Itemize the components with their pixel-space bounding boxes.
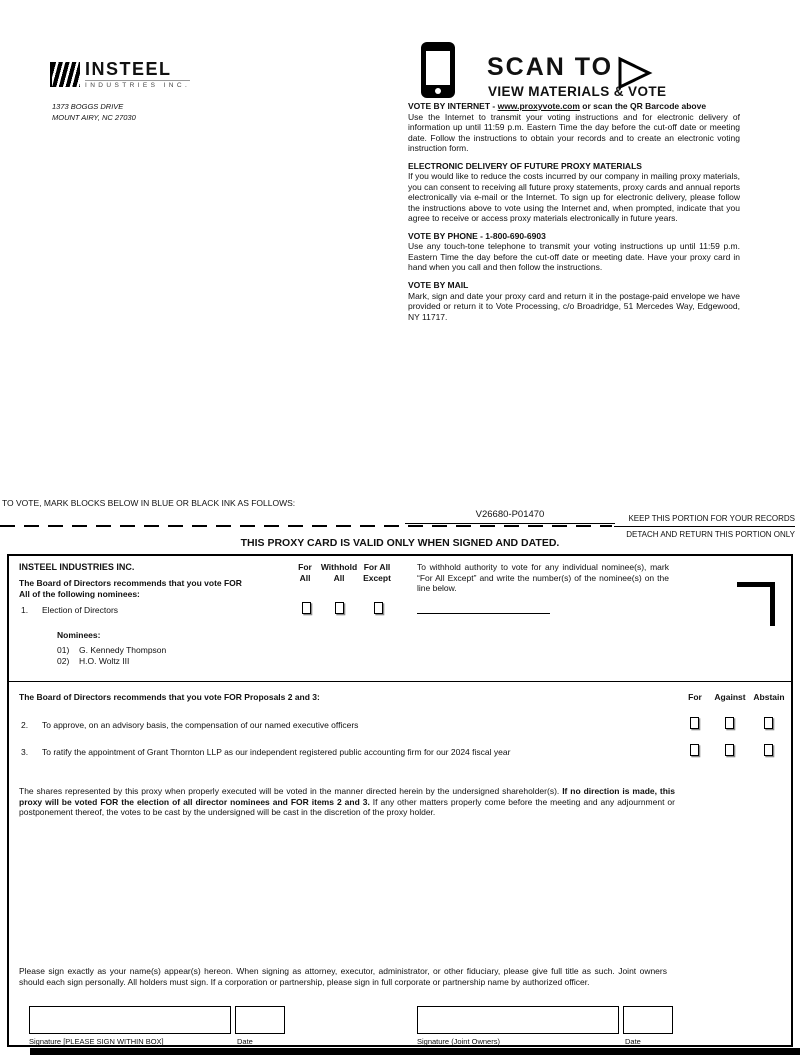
control-number-underline <box>405 523 615 524</box>
perforation-line <box>0 525 612 527</box>
vote-internet-heading <box>408 101 740 112</box>
bottom-scan-bar <box>30 1048 800 1055</box>
insteel-logo-tagline: INDUSTRIES INC. <box>85 82 191 89</box>
checkbox-p2-against[interactable] <box>725 717 734 729</box>
vote-internet-heading-post: or scan the QR Barcode above <box>579 101 707 111</box>
item1-text: Election of Directors <box>42 605 119 615</box>
item3-text: To ratify the appointment of Grant Thornton LLP as our independent registered public accounting firm for our 2024 fiscal year <box>42 747 511 757</box>
column-header-abstain: Abstain <box>753 692 785 702</box>
insteel-logo-text <box>85 60 190 89</box>
nominee-row-2 <box>57 656 129 667</box>
recommendation-nominees <box>19 578 289 599</box>
control-number: V26680-P01470 <box>475 509 545 520</box>
voting-instructions <box>408 101 740 322</box>
column-header-for-all-except-line1: For All <box>363 562 391 572</box>
vote-mail-body: Mark, sign and date your proxy card and return it in the postage-paid envelope we have provided or return it to Vote Processing, c/o Broadridge, 51 Mercedes Way, Edgewood, NY 11717. <box>408 290 740 322</box>
withhold-instruction: To withhold authority to vote for any individual nominee(s), mark “For All Except” and write the number(s) of the nominee(s) on the line below. <box>417 562 669 594</box>
shares-note-part3: If any other matters properly come before the meeting and any adjournment or postponement thereof, the votes to be cast by the undersigned will be cast in the discretion of the proxy holder. <box>19 796 675 818</box>
checkbox-p3-for[interactable] <box>690 744 699 756</box>
column-header-against: Against <box>714 692 746 702</box>
smartphone-screen <box>426 51 450 85</box>
column-header-withhold-all-line1: Withhold <box>320 562 358 572</box>
card-company-name: INSTEEL INDUSTRIES INC. <box>19 562 135 572</box>
vote-phone-body: Use any touch-tone telephone to transmit your voting instructions up until 11:59 p.m. Eastern Time the day before the cut-off date or meeting date. Have your proxy card in hand when you call and then follow the instructions. <box>408 241 740 273</box>
signature-box-joint[interactable] <box>417 1006 619 1034</box>
date-box-primary[interactable] <box>235 1006 285 1034</box>
arrow-right-icon <box>617 56 653 90</box>
item1-number: 1. <box>21 605 29 615</box>
keep-portion-note: KEEP THIS PORTION FOR YOUR RECORDS <box>628 514 795 523</box>
column-header-for: For <box>688 692 702 702</box>
signature-label-primary: Signature [PLEASE SIGN WITHIN BOX] <box>29 1037 164 1046</box>
smartphone-home-button <box>435 88 441 94</box>
recommendation-nominees-line2: All of the following nominees: <box>19 588 140 599</box>
for-all-except-write-line[interactable] <box>417 600 550 614</box>
item2-number: 2. <box>21 720 29 730</box>
nominee-2-number: 02) <box>57 656 70 666</box>
recommendation-nominees-line1: The Board of Directors recommends that you vote FOR <box>19 578 242 588</box>
keep-portion-underline <box>614 526 795 527</box>
signature-box-primary[interactable] <box>29 1006 231 1034</box>
nominee-1-number: 01) <box>57 645 70 655</box>
shares-note-part2: If no direction is made, this proxy will be voted FOR the election of all director nominees and FOR items 2 and 3. <box>19 786 675 807</box>
company-address-line2: MOUNT AIRY, NC 27030 <box>52 113 136 123</box>
column-header-for-all-except-line2: Except <box>363 572 391 583</box>
column-header-for-all-line2: All <box>299 572 311 583</box>
insteel-logo-mark <box>50 62 80 87</box>
scan-subtitle: VIEW MATERIALS & VOTE <box>488 84 667 99</box>
date-label-joint: Date <box>625 1037 641 1046</box>
insteel-logo-name: INSTEEL <box>85 59 172 79</box>
proxy-ballot-card <box>7 554 793 1047</box>
card-section-divider <box>9 681 791 682</box>
nominee-2-name: H.O. Woltz III <box>79 656 130 666</box>
registration-corner-mark <box>737 582 775 626</box>
vote-internet-heading-pre: VOTE BY INTERNET - <box>408 101 498 111</box>
signature-label-joint: Signature (Joint Owners) <box>417 1037 500 1046</box>
company-address-line1: 1373 BOGGS DRIVE <box>52 102 124 111</box>
column-header-for-all-line1: For <box>298 562 312 572</box>
mark-instruction: TO VOTE, MARK BLOCKS BELOW IN BLUE OR BLACK INK AS FOLLOWS: <box>2 498 296 508</box>
vote-mail-heading: VOTE BY MAIL <box>408 279 469 290</box>
date-box-joint[interactable] <box>623 1006 673 1034</box>
nominee-1-name: G. Kennedy Thompson <box>79 645 167 655</box>
checkbox-p2-for[interactable] <box>690 717 699 729</box>
valid-notice: THIS PROXY CARD IS VALID ONLY WHEN SIGNED AND DATED. <box>240 537 560 549</box>
shares-note-part1: The shares represented by this proxy when properly executed will be voted in the manner directed herein by the undersigned shareholder(s). <box>19 786 563 796</box>
item3-number: 3. <box>21 747 29 757</box>
company-address <box>52 101 136 124</box>
checkbox-for-all[interactable] <box>302 602 311 614</box>
proxyvote-link[interactable]: www.proxyvote.com <box>497 101 580 111</box>
nominees-label: Nominees: <box>57 630 101 640</box>
vote-phone-heading: VOTE BY PHONE - 1-800-690-6903 <box>408 230 546 241</box>
date-label-primary: Date <box>237 1037 253 1046</box>
edelivery-body: If you would like to reduce the costs incurred by our company in mailing proxy materials, you can consent to receiving all future proxy statements, proxy cards and annual reports electronically via e-mail or the Internet. To sign up for electronic delivery, please follow the instructions above to vote using the Internet and, when prompted, indicate that you agree to receive or access proxy materials electronically in future years. <box>408 171 740 224</box>
checkbox-p3-against[interactable] <box>725 744 734 756</box>
checkbox-for-all-except[interactable] <box>374 602 383 614</box>
scan-title: SCAN TO <box>487 53 614 81</box>
column-header-for-all-except <box>357 562 397 583</box>
detach-portion-note: DETACH AND RETURN THIS PORTION ONLY <box>626 530 795 539</box>
edelivery-heading: ELECTRONIC DELIVERY OF FUTURE PROXY MATERIALS <box>408 160 642 171</box>
item2-text: To approve, on an advisory basis, the compensation of our named executive officers <box>42 720 359 730</box>
checkbox-p3-abstain[interactable] <box>764 744 773 756</box>
insteel-logo <box>50 60 190 89</box>
column-header-withhold-all <box>317 562 361 583</box>
smartphone-icon <box>421 42 455 98</box>
checkbox-p2-abstain[interactable] <box>764 717 773 729</box>
shares-note <box>19 786 675 818</box>
checkbox-withhold-all[interactable] <box>335 602 344 614</box>
sign-instructions: Please sign exactly as your name(s) appear(s) hereon. When signing as attorney, executor, administrator, or other fiduciary, please give full title as such. Joint owners should each sign personally. All holders must sign. If a corporation or partnership, please sign in full corporate or partnership name by authorized officer. <box>19 966 667 987</box>
vote-internet-body: Use the Internet to transmit your voting instructions and for electronic delivery of information up until 11:59 p.m. Eastern Time the day before the cut-off date or meeting date. Follow the instructions to obtain your records and to create an electronic voting instruction form. <box>408 111 740 154</box>
nominee-row-1 <box>57 645 166 656</box>
column-header-withhold-all-line2: All <box>333 572 345 583</box>
recommendation-proposals: The Board of Directors recommends that you vote FOR Proposals 2 and 3: <box>19 692 320 702</box>
